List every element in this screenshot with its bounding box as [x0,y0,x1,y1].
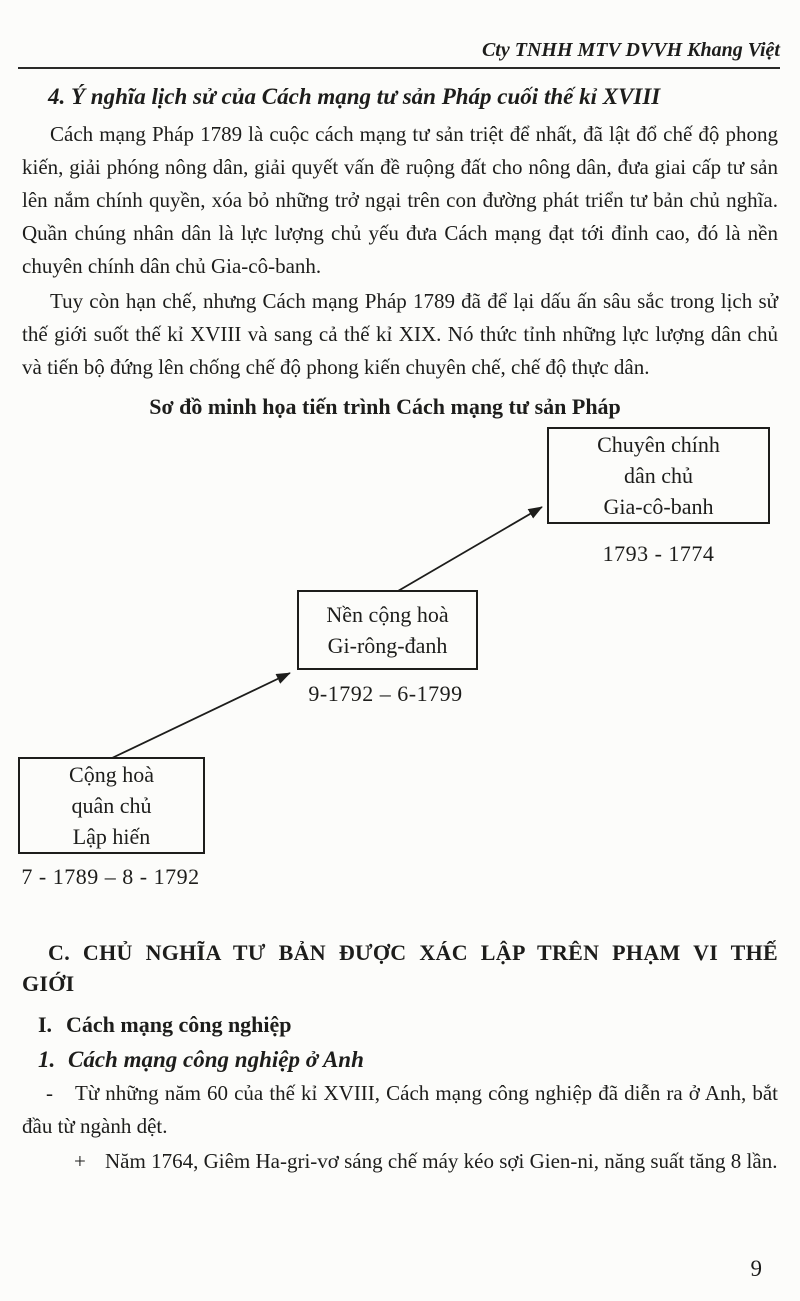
stage-box-monarchy-line: Lập hiến [72,824,151,849]
sectionC-heading-line2: GIỚI [22,971,75,996]
stage-box-monarchy-line: quân chủ [71,793,152,818]
sectionC-heading-line1: C. CHỦ NGHĨA TƯ BẢN ĐƯỢC XÁC LẬP TRÊN PHẠM VI THẾ [48,940,778,965]
section4-paragraph-1: Cách mạng Pháp 1789 là cuộc cách mạng tư sản triệt để nhất, đã lật đổ chế độ phong kiến, giải phóng nông dân, giải quyết vấn đề ruộng đất cho nông dân, đưa giai cấp tư sản lên nắm chính quyền, xóa bỏ những trở ngại trên con đường phát triển tư bản chủ nghĩa. Quần chúng nhân dân là lực lượng chủ yếu đưa Cách mạng đạt tới đỉnh cao, đó là nền chuyên chính dân chủ Gia-cô-banh. [22,122,778,278]
subheading-industrial-revolution [22,1011,778,1039]
page-number: 9 [750,1256,762,1281]
diagram-title: Sơ đồ minh họa tiến trình Cách mạng tư sản Pháp [149,394,621,419]
sectionC-heading [22,937,778,999]
stage-box-girondin-line: Nền cộng hoà [326,602,449,627]
stage-box-constitutional-monarchy [18,757,205,854]
list-item-plus-marker: + [74,1149,86,1173]
list-item-plus-text: Năm 1764, Giêm Ha-gri-vơ sáng chế máy kéo sợi Gien-ni, năng suất tăng 8 lần. [105,1149,778,1173]
stage-period-jacobin: 1793 - 1774 [602,541,715,566]
stage-box-girondin [297,590,478,670]
arrow-stage1-to-stage2 [112,673,290,758]
stage-box-jacobin-line: dân chủ [623,463,694,488]
arrow-stage2-to-stage3 [398,507,542,591]
running-header: Cty TNHH MTV DVVH Khang Việt [18,38,780,69]
stage-box-jacobin-line: Gia-cô-banh [603,494,714,519]
subheading-num-text: Cách mạng công nghiệp ở Anh [68,1047,364,1072]
stage-box-monarchy-line: Cộng hoà [69,762,154,787]
subheading-roman-marker: I. [38,1012,53,1037]
stage-box-jacobin-line: Chuyên chính [597,432,720,457]
stage-period-constitutional-monarchy: 7 - 1789 – 8 - 1792 [21,864,200,889]
list-item-plus [22,1145,778,1178]
subheading-num-marker: 1. [38,1047,56,1072]
stage-period-girondin: 9-1792 – 6-1799 [308,681,463,706]
list-item-dash [22,1077,778,1143]
flow-diagram [22,424,778,911]
list-item-dash-marker: - [46,1081,53,1105]
subheading-roman-text: Cách mạng công nghiệp [66,1012,292,1037]
section4-heading: 4. Ý nghĩa lịch sử của Cách mạng tư sản Pháp cuối thế kỉ XVIII [48,84,661,109]
page-content [22,82,778,1178]
section4-paragraph-2: Tuy còn hạn chế, nhưng Cách mạng Pháp 1789 đã để lại dấu ấn sâu sắc trong lịch sử thế giới suốt thế kỉ XVIII và sang cả thế kỉ XIX. Nó thức tỉnh những lực lượng dân chủ và tiến bộ đứng lên chống chế độ phong kiến chuyên chế, chế độ thực dân. [22,289,778,379]
subheading-industrial-revolution-england [22,1045,778,1075]
stage-box-girondin-line: Gi-rông-đanh [327,633,448,658]
stage-box-jacobin [547,427,770,524]
list-item-dash-text: Từ những năm 60 của thế kỉ XVIII, Cách mạng công nghiệp đã diễn ra ở Anh, bắt đầu từ ngành dệt. [22,1081,778,1138]
